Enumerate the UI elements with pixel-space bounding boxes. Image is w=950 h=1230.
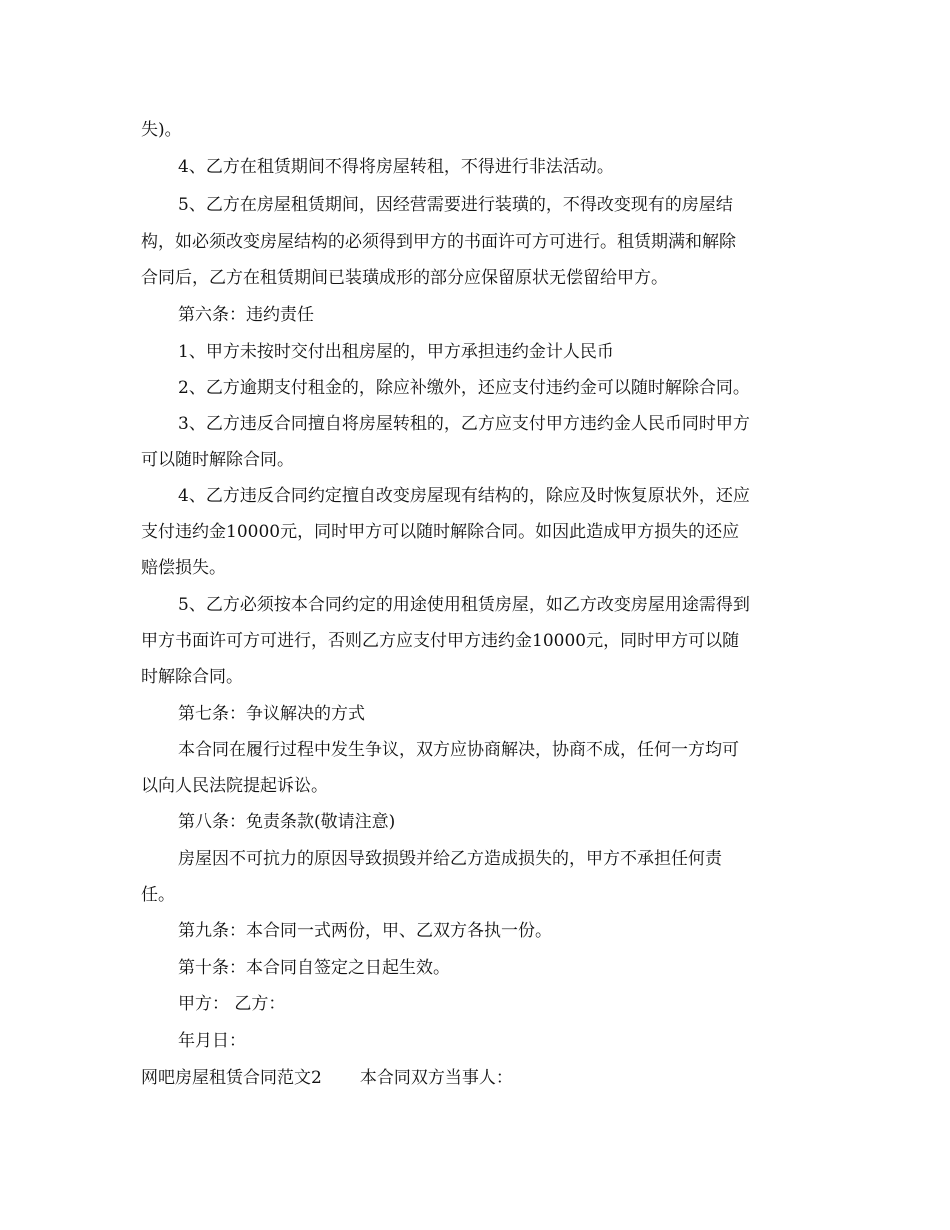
text-line: 4、乙方违反合同约定擅自改变房屋现有结构的，除应及时恢复原状外，还应 [178, 486, 750, 506]
section-heading: 第六条：违约责任 [178, 305, 314, 325]
text-line: 3、乙方违反合同擅自将房屋转租的，乙方应支付甲方违约金人民币同时甲方 [178, 414, 750, 434]
next-contract-intro: 本合同双方当事人： [359, 1068, 513, 1088]
text-line: 4、乙方在租赁期间不得将房屋转租，不得进行非法活动。 [178, 157, 614, 177]
text-line: 时解除合同。 [141, 667, 243, 687]
text-line: 5、乙方必须按本合同约定的用途使用租赁房屋，如乙方改变房屋用途需得到 [178, 595, 750, 615]
text-line: 甲方书面许可方可进行，否则乙方应支付甲方违约金10000元，同时甲方可以随 [141, 631, 740, 651]
text-line: 可以随时解除合同。 [141, 450, 294, 470]
text-line: 构，如必须改变房屋结构的必须得到甲方的书面许可方可进行。租赁期满和解除 [141, 232, 736, 252]
text-line: 以向人民法院提起诉讼。 [141, 776, 328, 796]
next-contract-title: 网吧房屋租赁合同范文2 [141, 1068, 322, 1088]
text-line: 赔偿损失。 [141, 558, 226, 578]
text-line: 合同后，乙方在租赁期间已装璜成形的部分应保留原状无偿留给甲方。 [141, 268, 668, 288]
text-line: 支付违约金10000元，同时甲方可以随时解除合同。如因此造成甲方损失的还应 [141, 522, 740, 542]
text-line: 2、乙方逾期支付租金的，除应补缴外，还应支付违约金可以随时解除合同。 [178, 378, 750, 398]
section-heading: 第八条：免责条款(敬请注意) [178, 812, 396, 832]
signature-parties: 甲方： 乙方： [178, 994, 286, 1014]
section-heading: 第九条：本合同一式两份，甲、乙双方各执一份。 [178, 921, 552, 941]
next-contract-line [141, 1068, 513, 1088]
text-line: 任。 [141, 885, 175, 905]
section-heading: 第七条：争议解决的方式 [178, 704, 365, 724]
text-line: 失)。 [141, 120, 182, 140]
section-heading: 第十条：本合同自签定之日起生效。 [178, 958, 450, 978]
text-line: 1、甲方未按时交付出租房屋的，甲方承担违约金计人民币 [178, 342, 614, 362]
signature-date: 年月日： [178, 1031, 246, 1051]
text-line: 本合同在履行过程中发生争议，双方应协商解决，协商不成，任何一方均可 [178, 740, 739, 760]
text-line: 5、乙方在房屋租赁期间，因经营需要进行装璜的，不得改变现有的房屋结 [178, 195, 733, 215]
text-line: 房屋因不可抗力的原因导致损毁并给乙方造成损失的，甲方不承担任何责 [178, 849, 722, 869]
